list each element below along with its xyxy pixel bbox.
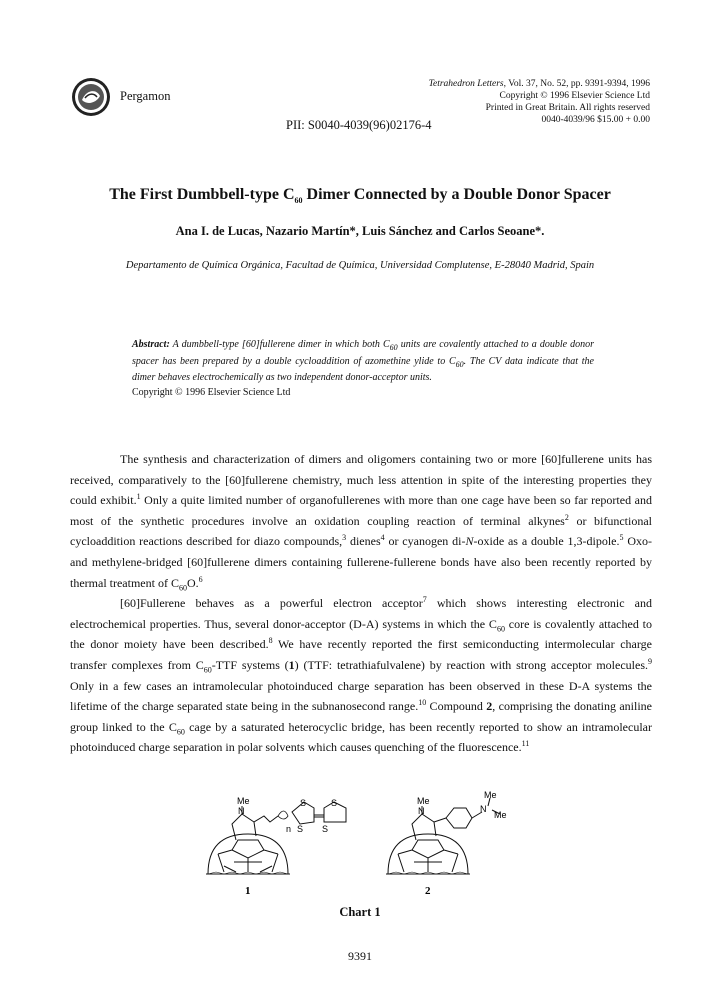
c2-n-amine: N bbox=[480, 804, 487, 814]
c2-me: Me bbox=[417, 796, 430, 806]
compound-1-label: 1 bbox=[245, 885, 251, 897]
c1-n-subscript: n bbox=[286, 824, 292, 834]
compound-2-label: 2 bbox=[425, 885, 431, 897]
journal-info bbox=[429, 78, 650, 126]
affiliation: Departamento de Química Orgánica, Facultad de Química, Universidad Complutense, E-28040 Madrid, Spain bbox=[125, 260, 595, 271]
chart-caption: Chart 1 bbox=[339, 905, 381, 919]
page-number: 9391 bbox=[348, 949, 372, 963]
pii: PII: S0040-4039(96)02176-4 bbox=[286, 118, 432, 132]
journal-volume: , Vol. 37, No. 52, pp. 9391-9394, 1996 bbox=[503, 79, 650, 89]
printed-line: Printed in Great Britain. All rights reserved bbox=[485, 103, 650, 113]
journal-name: Tetrahedron Letters bbox=[428, 79, 504, 89]
c1-s4: S bbox=[322, 824, 329, 834]
paragraph-2: [60]Fullerene behaves as a powerful electron acceptor$^7$ which shows interesting electronic and electrochemical properties. Thus, several donor-acceptor (D-A) systems in which the $C_{60}$ core is covalently attached to the donor moiety have been described.$^8$ We have recently reported the first semiconducting intermolecular charge transfer complexes from $C_{60}$-TTF systems (1) (TTF: tetrathiafulvalene) by reaction with strong acceptor molecules.$^9$ Only in a few cases an intramolecular photoinduced charge separation has been observed in these D-A systems the lifetime of the charge separated state being in the subnanosecond range.$^{10}$ Compound 2, comprising the donating aniline group linked to the $C_{60}$ cage by a saturated heterocyclic bridge, has been recently reported to show an intramolecular photoinduced charge separation in polar solvents which causes quenching of the fluorescence.$^{11}$ bbox=[70, 595, 653, 755]
chart-1-structures bbox=[200, 788, 520, 900]
c1-me: Me bbox=[237, 796, 250, 806]
abstract: Abstract: A dumbbell-type [60]fullerene dimer in which both $C_{60}$ units are covalently attached to a double donor spacer has been prepared by a double cycloaddition of azomethine ylide to $C_{60}$. The CV data indicate that the dimer behaves electrochemically as two independent donor-acceptor units. bbox=[132, 339, 594, 383]
authors: Ana I. de Lucas, Nazario Martín*, Luis Sánchez and Carlos Seoane*. bbox=[175, 224, 545, 238]
c2-n: N bbox=[418, 806, 425, 816]
c1-n: N bbox=[238, 806, 245, 816]
publisher-logo bbox=[70, 76, 112, 118]
c1-s3: S bbox=[331, 798, 338, 808]
article-title: The First Dumbbell-type $C_{60}$ Dimer Connected by a Double Donor Spacer bbox=[109, 186, 611, 206]
c2-me-top: Me bbox=[484, 790, 497, 800]
c1-s1: S bbox=[300, 798, 307, 808]
c2-me-right: Me bbox=[494, 810, 507, 820]
issn-line: 0040-4039/96 $15.00 + 0.00 bbox=[541, 115, 650, 125]
c1-s2: S bbox=[297, 824, 304, 834]
abstract-copyright: Copyright © 1996 Elsevier Science Ltd bbox=[132, 387, 291, 398]
abstract-label: Abstract: bbox=[132, 339, 170, 350]
paragraph-1: The synthesis and characterization of dimers and oligomers containing two or more [60]fullerene units has received, comparatively to the [60]fullerene chemistry, much less attention in spite of the interesting properties they could exhibit.$^1$ Only a quite limited number of organofullerenes with more than one cage have been so far reported and most of the synthetic procedures involve an oxidation coupling reaction of terminal alkynes$^2$ or bifunctional cycloaddition reactions described for diazo compounds,$^3$ dienes$^4$ or cyanogen di-N-oxide as a double 1,3-dipole.$^5$ Oxo- and methylene-bridged [60]fullerene dimers containing fullerene-fullerene bonds have also been recently reported by thermal treatment of $C_{60}O.^6$ bbox=[70, 452, 653, 592]
compound-1-structure bbox=[206, 802, 346, 874]
copyright-line: Copyright © 1996 Elsevier Science Ltd bbox=[499, 91, 650, 101]
body-text bbox=[70, 449, 652, 758]
publisher-name: Pergamon bbox=[120, 89, 171, 103]
